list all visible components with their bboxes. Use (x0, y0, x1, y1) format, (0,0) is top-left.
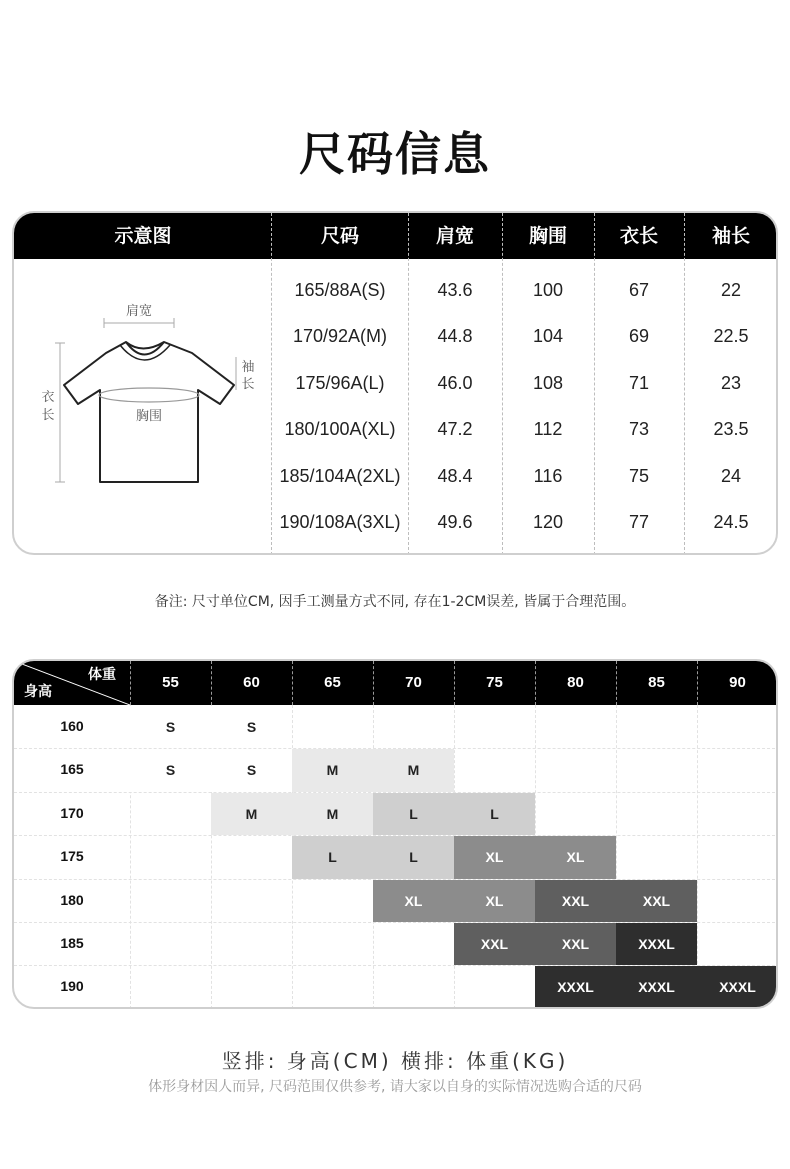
size-recommendation-cell: XXXL (535, 966, 616, 1008)
chest-cell: 120 (532, 512, 564, 532)
header-diagram: 示意图 (114, 225, 172, 247)
size-recommendation-cell: XL (535, 836, 616, 878)
header-size: 尺码 (320, 225, 359, 247)
chest-cell: 100 (532, 280, 564, 300)
sleeve-cell: 22 (720, 280, 742, 300)
shoulder-cell: 43.6 (437, 280, 473, 300)
header-chest: 胸围 (528, 225, 567, 247)
size-table (12, 211, 778, 555)
length-label-1: 衣 (41, 390, 55, 405)
weight-column-header: 75 (486, 674, 503, 691)
shoulder-cell: 47.2 (437, 419, 473, 440)
header-length: 衣长 (619, 225, 658, 247)
size-table-header (14, 213, 776, 259)
footer-disclaimer: 体形身材因人而异, 尺码范围仅供参考, 请大家以自身的实际情况选购合适的尺码 (148, 1079, 642, 1095)
size-recommendation-cell: XL (454, 880, 535, 922)
sleeve-cell: 22.5 (713, 326, 749, 347)
shoulder-cell: 44.8 (437, 326, 473, 347)
height-row-header: 180 (60, 891, 84, 908)
size-recommendation-cell: XXL (535, 923, 616, 965)
divider (373, 661, 374, 705)
size-cell: 180/100A(XL) (284, 419, 396, 440)
grid-header (14, 661, 778, 705)
height-row-header: 160 (60, 718, 84, 734)
page-title: 尺码信息 (299, 127, 491, 181)
size-recommendation-cell: XL (373, 880, 454, 922)
size-recommendation-cell: XXXL (697, 966, 778, 1008)
size-recommendation-cell: S (211, 749, 292, 791)
size-cell: 185/104A(2XL) (279, 465, 401, 486)
corner-height-label: 身高 (24, 684, 52, 700)
size-cell: 190/108A(3XL) (279, 512, 401, 532)
chest-cell: 104 (532, 326, 564, 347)
length-cell: 69 (628, 326, 650, 347)
size-recommendation-cell: XXL (616, 880, 697, 922)
height-row-header: 175 (60, 848, 84, 865)
chest-cell: 108 (532, 372, 564, 393)
chest-cell: 116 (533, 465, 563, 486)
height-row-header: 165 (60, 761, 84, 778)
length-cell: 73 (628, 419, 650, 440)
size-recommendation-cell: L (292, 836, 373, 878)
shoulder-cell: 48.4 (437, 465, 473, 486)
size-recommendation-cell: XXL (535, 880, 616, 922)
height-row-header: 170 (60, 804, 84, 821)
size-cell: 175/96A(L) (295, 372, 385, 393)
footer-axes-note: 竖排: 身高(CM) 横排: 体重(KG) (221, 1049, 569, 1073)
weight-column-header: 60 (243, 674, 260, 691)
sleeve-cell: 24 (720, 465, 742, 486)
chest-label: 胸围 (135, 409, 163, 424)
header-shoulder: 肩宽 (435, 225, 474, 247)
sleeve-label-2: 长 (241, 377, 255, 392)
weight-column-header: 90 (729, 674, 746, 691)
sleeve-cell: 23.5 (713, 419, 749, 440)
size-recommendation-cell: M (292, 793, 373, 835)
size-recommendation-cell: M (373, 749, 454, 791)
divider (535, 661, 536, 705)
divider (616, 661, 617, 705)
size-recommendation-cell: L (454, 793, 535, 835)
weight-column-header: 80 (567, 674, 584, 691)
sleeve-cell: 23 (720, 372, 742, 393)
shoulder-label: 肩宽 (125, 304, 153, 319)
size-cell: 165/88A(S) (294, 280, 386, 300)
tshirt-icon (24, 277, 264, 507)
chest-cell: 112 (533, 419, 563, 440)
size-recommendation-cell: M (211, 793, 292, 835)
weight-column-header: 85 (648, 674, 665, 691)
size-recommendation-cell: XXXL (616, 923, 697, 965)
size-recommendation-cell: XXXL (616, 966, 697, 1008)
length-cell: 75 (628, 465, 650, 486)
corner-weight-label: 体重 (88, 667, 116, 683)
length-cell: 67 (628, 280, 650, 300)
header-sleeve: 袖长 (711, 225, 750, 247)
size-cell: 170/92A(M) (292, 326, 388, 347)
divider (292, 661, 293, 705)
tshirt-diagram (24, 277, 264, 507)
sleeve-cell: 24.5 (713, 512, 749, 532)
size-recommendation-cell: S (130, 706, 211, 748)
divider (454, 661, 455, 705)
size-recommendation-cell: XXL (454, 923, 535, 965)
weight-column-header: 55 (162, 674, 179, 691)
sleeve-label-1: 袖 (241, 360, 255, 375)
weight-column-header: 70 (405, 674, 422, 691)
divider (211, 661, 212, 705)
size-recommendation-cell: XL (454, 836, 535, 878)
length-cell: 71 (628, 372, 650, 393)
size-recommendation-cell: S (130, 749, 211, 791)
height-row-header: 190 (60, 978, 84, 995)
size-recommendation-cell: L (373, 836, 454, 878)
shoulder-cell: 46.0 (437, 372, 473, 393)
divider (697, 705, 698, 1009)
measurement-note: 备注: 尺寸单位CM, 因手工测量方式不同, 存在1-2CM误差, 皆属于合理范围。 (154, 594, 636, 610)
size-recommendation-cell: M (292, 749, 373, 791)
divider (697, 661, 698, 705)
length-label-2: 长 (41, 408, 55, 423)
height-row-header: 185 (60, 935, 84, 951)
shoulder-cell: 49.6 (437, 512, 473, 532)
divider (130, 661, 131, 705)
size-recommendation-grid (12, 659, 778, 1009)
weight-column-header: 65 (324, 674, 341, 691)
size-recommendation-cell: S (211, 706, 292, 748)
size-recommendation-cell: L (373, 793, 454, 835)
length-cell: 77 (628, 512, 650, 532)
